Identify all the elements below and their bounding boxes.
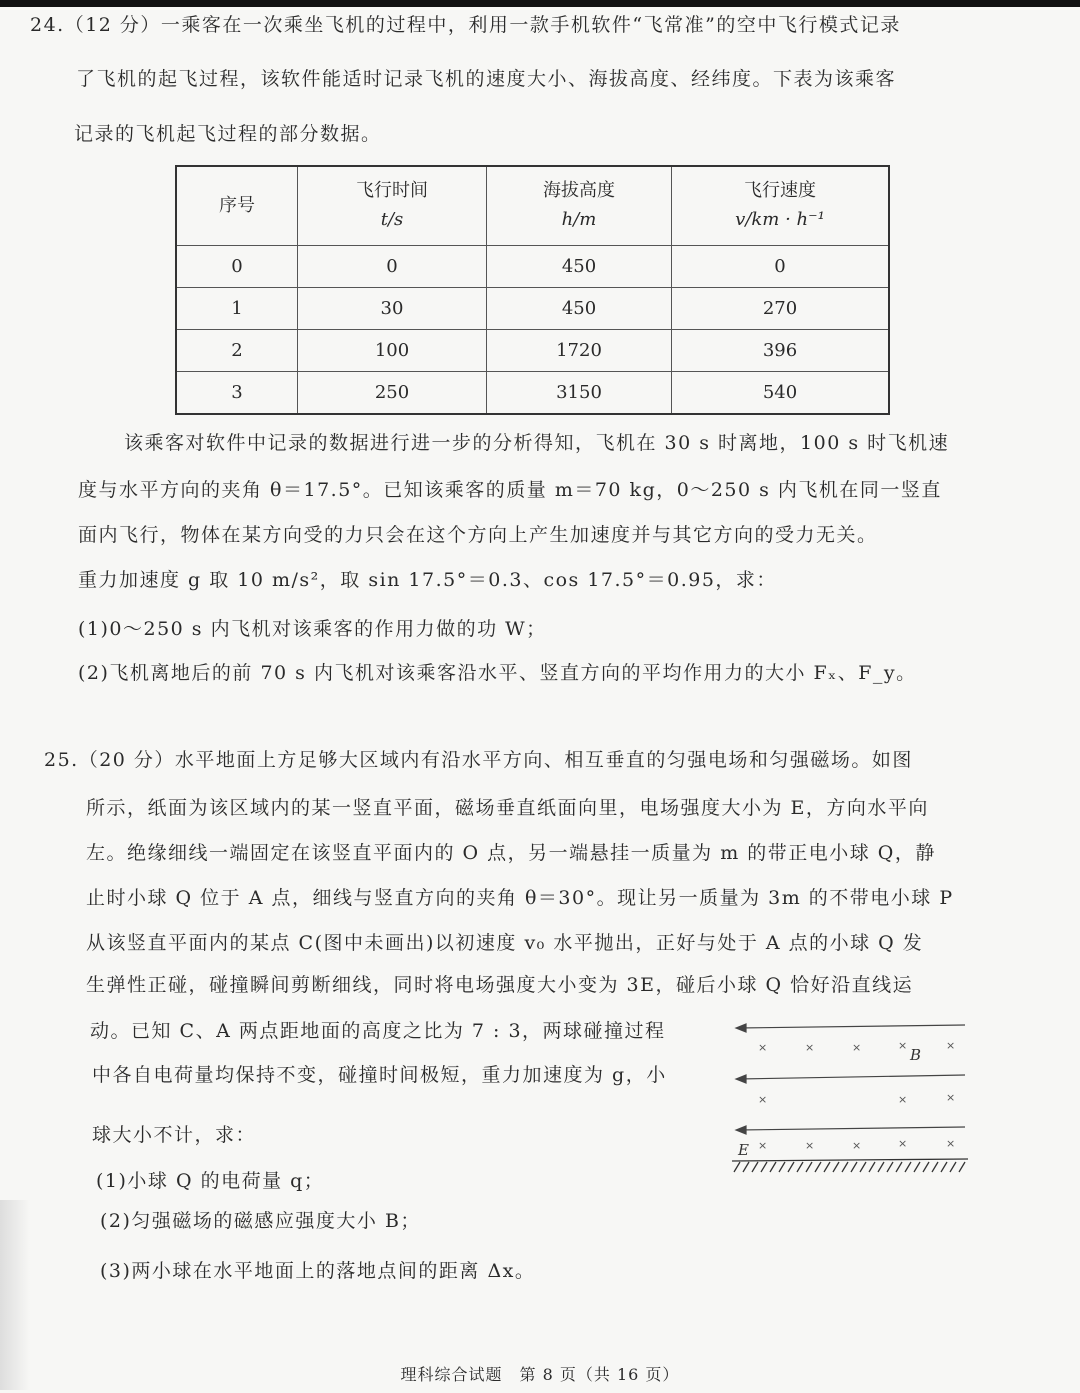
svg-text:×: × [898, 1039, 908, 1052]
electric-field-line [738, 1075, 965, 1079]
table-row: 2 100 1720 396 [176, 330, 889, 372]
svg-text:×: × [805, 1139, 815, 1152]
svg-text:×: × [946, 1039, 956, 1052]
q25-line: 所示，纸面为该区域内的某一竖直平面，磁场垂直纸面向里，电场强度大小为 E，方向水平向 [86, 797, 929, 819]
page-footer: 理科综合试题 第 8 页（共 16 页） [400, 1365, 680, 1384]
q24-line: 24.（12 分）一乘客在一次乘坐飞机的过程中，利用一款手机软件“飞常准”的空中飞行模式记录 [30, 14, 901, 36]
q25-line: 中各自电荷量均保持不变，碰撞时间极短，重力加速度为 g，小 [92, 1064, 667, 1086]
q25-line: 生弹性正碰，碰撞瞬间剪断细线，同时将电场强度大小变为 3E，碰后小球 Q 恰好沿直线运 [86, 974, 914, 996]
svg-text:×: × [852, 1041, 862, 1054]
label-e: E [738, 1141, 749, 1159]
table-row: 0 0 450 0 [176, 246, 889, 288]
q25-subquestion-3: (3)两小球在水平地面上的落地点间的距离 Δx。 [100, 1260, 536, 1282]
svg-text:×: × [898, 1137, 908, 1150]
arrow-left-icon [736, 1126, 746, 1134]
q24-paragraph-line: 该乘客对软件中记录的数据进行进一步的分析得知，飞机在 30 s 时离地，100 s 时飞机速 [124, 432, 950, 454]
arrow-left-icon [736, 1075, 746, 1083]
q24-line: 了飞机的起飞过程，该软件能适时记录飞机的速度大小、海拔高度、经纬度。下表为该乘客 [76, 68, 897, 90]
table-header-row [176, 166, 889, 246]
field-diagram [730, 1015, 1000, 1175]
q25-line: 动。已知 C、A 两点距地面的高度之比为 7 : 3，两球碰撞过程 [90, 1020, 666, 1042]
svg-text:×: × [852, 1139, 862, 1152]
svg-text:×: × [898, 1093, 908, 1106]
electric-field-line [738, 1127, 965, 1130]
scan-top-edge [0, 0, 1080, 7]
q24-subquestion-2: (2)飞机离地后的前 70 s 内飞机对该乘客沿水平、竖直方向的平均作用力的大小 Fₓ、F_y。 [78, 662, 917, 684]
q25-line: 球大小不计，求： [92, 1124, 257, 1146]
electric-field-line [738, 1025, 965, 1028]
table-row: 1 30 450 270 [176, 288, 889, 330]
magnetic-field-crosses [758, 1039, 955, 1152]
header-index: 序号 [176, 166, 298, 246]
svg-text:×: × [805, 1041, 815, 1054]
q25-line: 25.（20 分）水平地面上方足够大区域内有沿水平方向、相互垂直的匀强电场和匀强磁场。如图 [44, 749, 913, 771]
label-b: B [910, 1046, 922, 1064]
q25-subquestion-1: (1)小球 Q 的电荷量 q； [96, 1170, 325, 1192]
header-time: 飞行时间 t/s [298, 166, 487, 246]
q24-paragraph-line: 度与水平方向的夹角 θ＝17.5°。已知该乘客的质量 m＝70 kg，0～250 s 内飞机在同一竖直 [78, 479, 942, 501]
q24-paragraph-line: 重力加速度 g 取 10 m/s²，取 sin 17.5°＝0.3、cos 17.5°＝0.95，求： [78, 569, 777, 591]
q25-line: 止时小球 Q 位于 A 点，细线与竖直方向的夹角 θ＝30°。现让另一质量为 3m 的不带电小球 P [86, 887, 954, 909]
header-speed: 飞行速度 v/km · h⁻¹ [672, 166, 890, 246]
q25-line: 左。绝缘细线一端固定在该竖直平面内的 O 点，另一端悬挂一质量为 m 的带正电小球 Q，静 [86, 842, 936, 864]
q24-subquestion-1: (1)0～250 s 内飞机对该乘客的作用力做的功 W； [78, 618, 547, 640]
table-row: 3 250 3150 540 [176, 372, 889, 415]
flight-data-table [175, 165, 890, 415]
ground-hatching [732, 1159, 968, 1172]
q25-subquestion-2: (2)匀强磁场的磁感应强度大小 B； [100, 1210, 421, 1232]
svg-text:×: × [946, 1091, 956, 1104]
q24-line: 记录的飞机起飞过程的部分数据。 [74, 123, 382, 145]
q25-line: 从该竖直平面内的某点 C(图中未画出)以初速度 v₀ 水平抛出，正好与处于 A 点的小球 Q 发 [86, 932, 924, 954]
svg-text:×: × [946, 1137, 956, 1150]
header-altitude: 海拔高度 h/m [487, 166, 672, 246]
svg-text:×: × [758, 1139, 768, 1152]
svg-text:×: × [758, 1041, 768, 1054]
svg-text:×: × [758, 1093, 768, 1106]
q24-paragraph-line: 面内飞行，物体在某方向受的力只会在这个方向上产生加速度并与其它方向的受力无关。 [78, 524, 878, 546]
arrow-left-icon [736, 1024, 746, 1032]
